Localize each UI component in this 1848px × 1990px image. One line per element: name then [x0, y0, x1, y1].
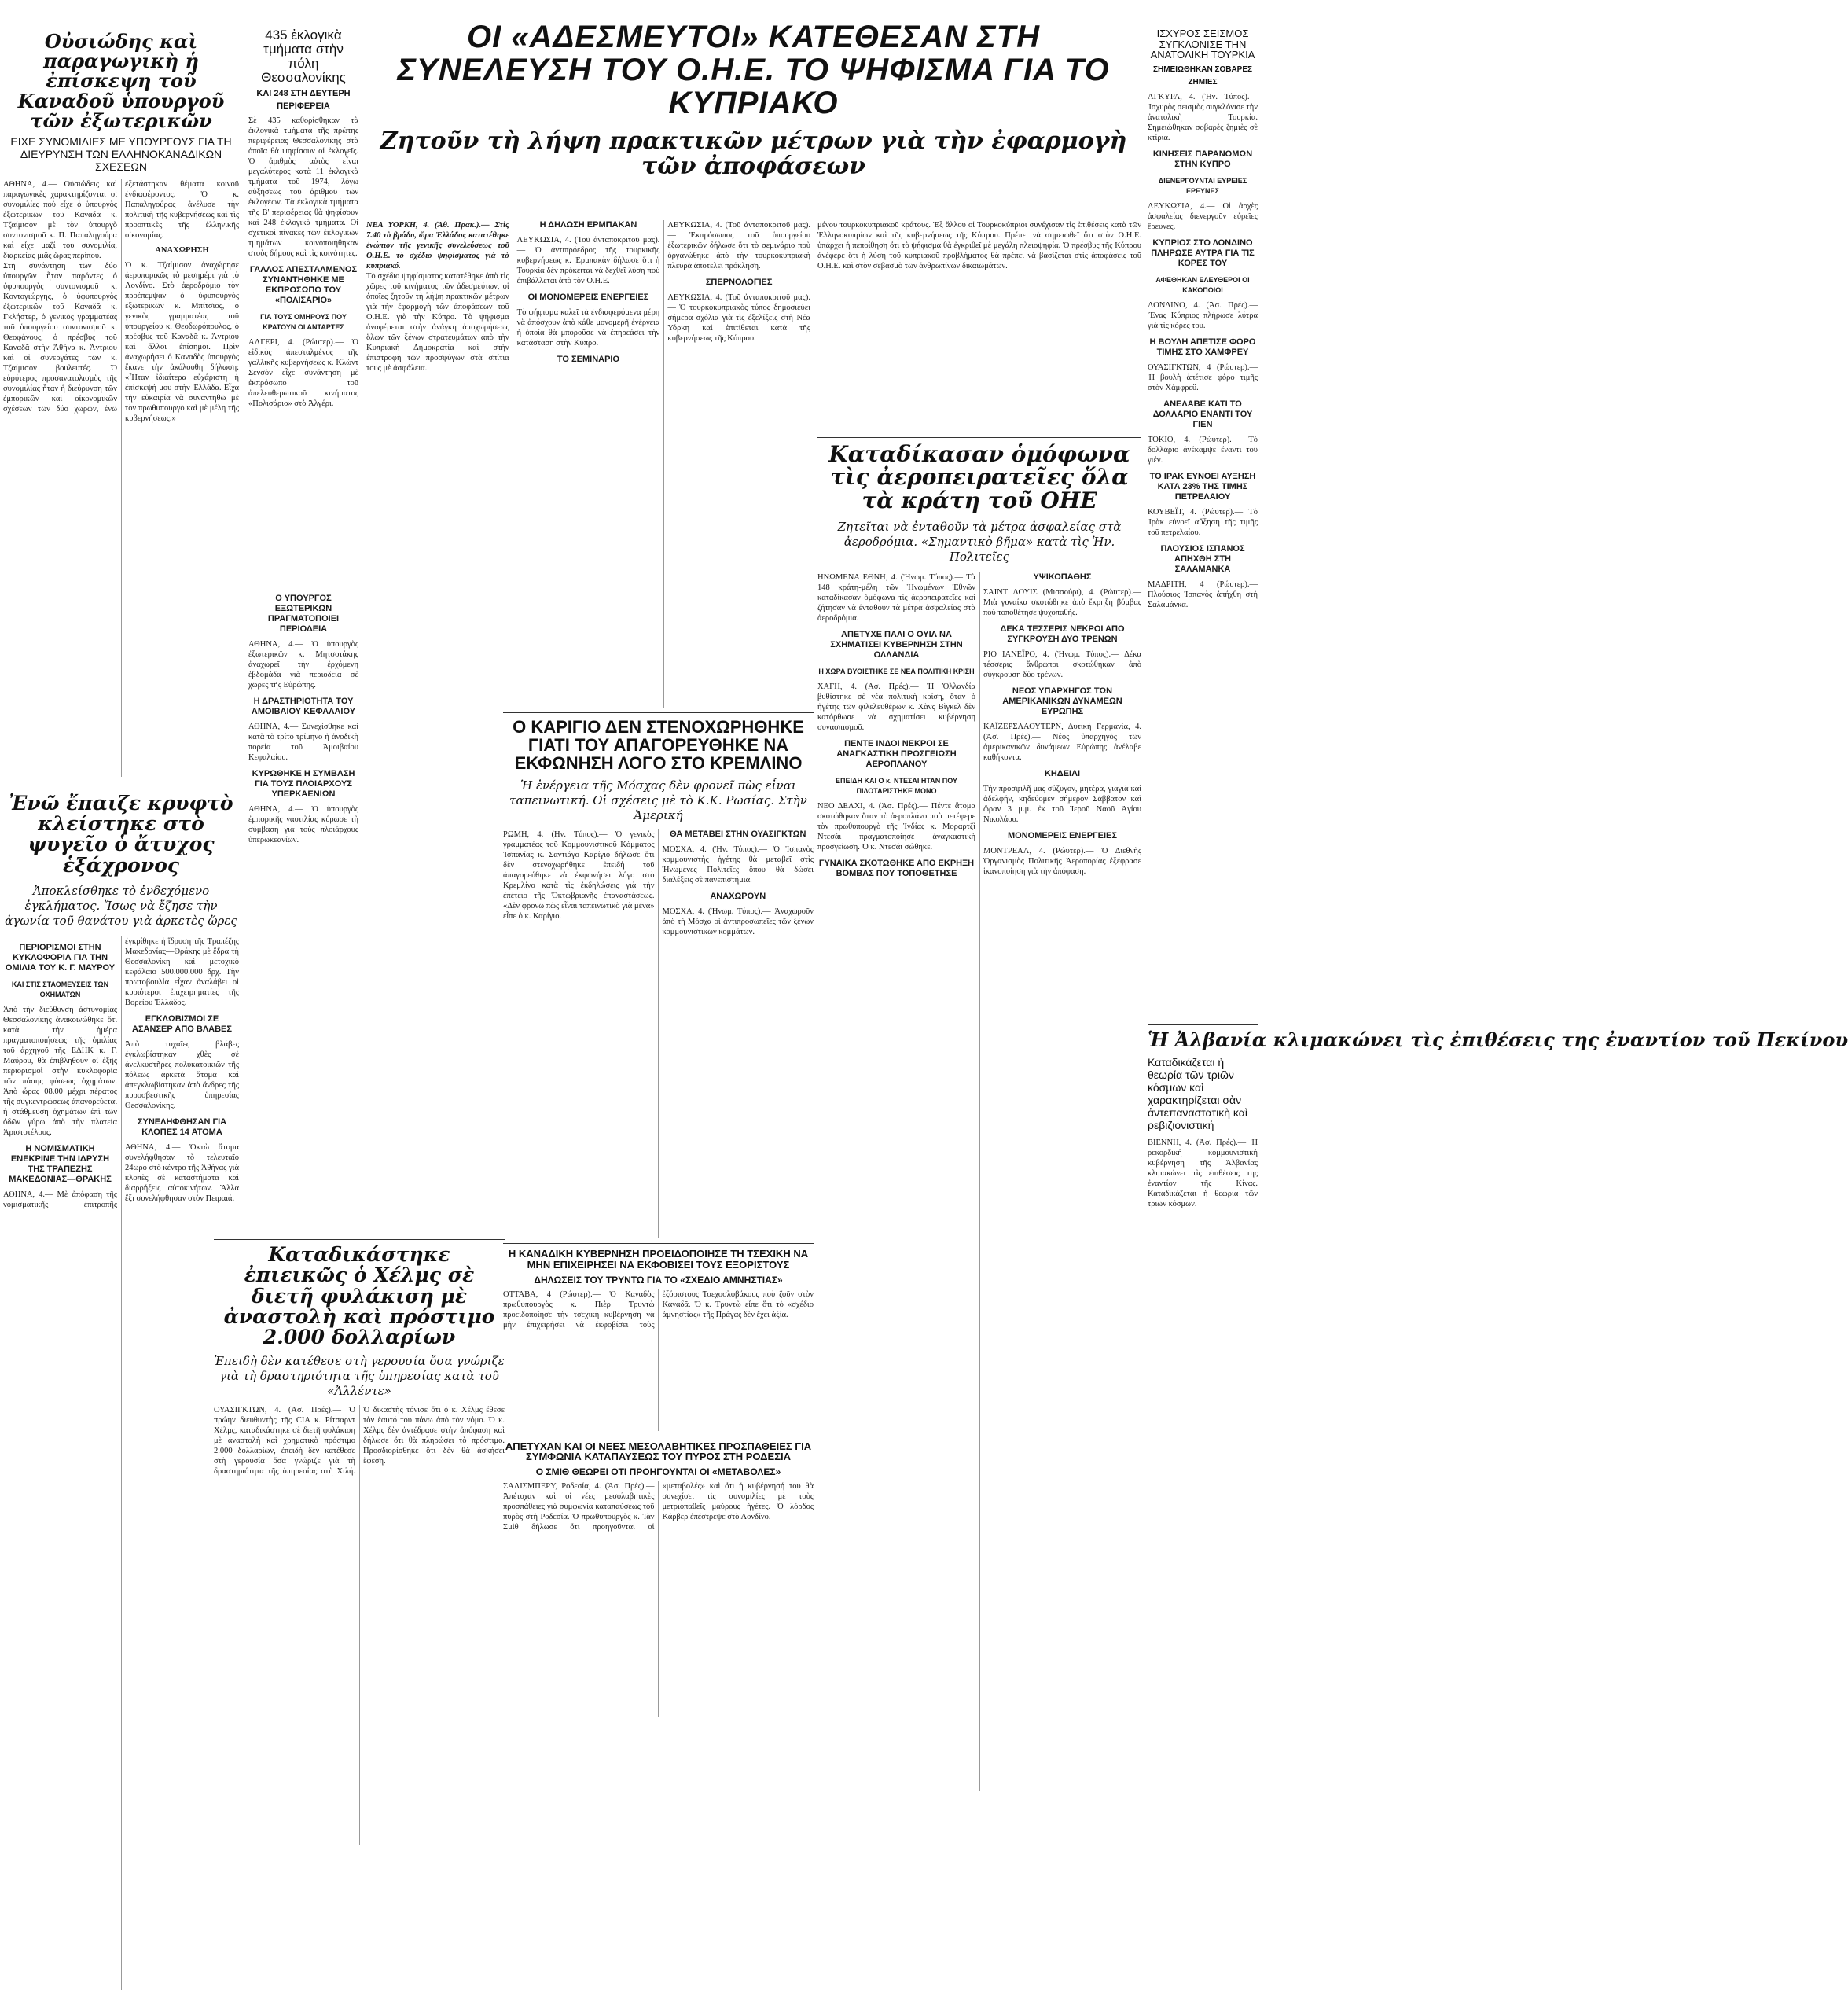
headline-helms: Καταδικάστηκε ἐπιεικῶς ὁ Χέλμς σὲ διετῆ φυλάκιση μὲ ἀναστολὴ καὶ πρόστιμο 2.000 δολλαρίων	[223, 1243, 495, 1348]
divider	[1148, 1024, 1258, 1025]
article-hijacking	[817, 572, 1141, 1791]
divider	[503, 1243, 814, 1244]
box-dollar-yen: ΑΝΕΛΑΒΕ ΚΑΤΙ ΤΟ ΔΟΛΛΑΡΙΟ ΕΝΑΝΤΙ ΤΟΥ ΓΙΕΝ	[1152, 399, 1253, 429]
article-body: ΑΘΗΝΑ, 4.— Ὀκτὼ ἄτομα συνελήφθησαν τὸ τελευταῖο 24ωρο στὸ κέντρο τῆς Ἀθήνας γιὰ κλοπὲς σὲ καταστήματα καὶ διαρρήξεις αὐτοκινήτων. Ἄλλα ἕξι συνελήφθησαν στὸν Πειραιά.	[125, 1142, 239, 1203]
divider	[503, 712, 814, 713]
box-unilateral: ΟΙ ΜΟΝΟΜΕΡΕΙΣ ΕΝΕΡΓΕΙΕΣ	[527, 292, 649, 302]
column-right	[1148, 0, 1848, 1809]
subheadline-cyprus: Ζητοῦν τὴ λήψη πρακτικῶν μέτρων γιὰ τὴν ἐφαρμογὴ τῶν ἀποφάσεων	[380, 127, 1127, 180]
article-body: ΜΑΔΡΙΤΗ, 4 (Ρώυτερ).— Πλούσιος Ἱσπανὸς ἀπήχθη στὴ Σαλαμάνκα.	[1148, 579, 1258, 609]
headline-cyprus: ΟΙ «ΑΔΕΣΜΕΥΤΟΙ» ΚΑΤΕΘΕΣΑΝ ΣΤΗ ΣΥΝΕΛΕΥΣΗ ΤΟΥ Ο.Η.Ε. ΤΟ ΨΗΦΙΣΜΑ ΓΙΑ ΤΟ ΚΥΠΡΙΑΚΟ	[397, 20, 1110, 120]
article-carrillo	[503, 829, 814, 1238]
headline-canada-czech: Η ΚΑΝΑΔΙΚΗ ΚΥΒΕΡΝΗΣΗ ΠΡΟΕΙΔΟΠΟΙΗΣΕ ΤΗ ΤΣΕΧΙΚΗ ΝΑ ΜΗΝ ΕΠΙΧΕΙΡΗΣΕΙ ΝΑ ΕΚΦΟΒΙΣΕΙ ΤΟΥΣ ΕΞΟΡΙΣΤΟΥΣ	[508, 1248, 809, 1271]
headline-polling: 435 ἐκλογικὰ τμήματα στὴν πόλη Θεσσαλονίκης	[261, 28, 346, 85]
headline-fridge: Ἐνῶ ἔπαιζε κρυφτὸ κλείστηκε στὸ ψυγεῖο ὁ ἄτυχος ἑξάχρονος	[9, 791, 233, 877]
box-mutual-fund: Η ΔΡΑΣΤΗΡΙΟΤΗΤΑ ΤΟΥ ΑΜΟΙΒΑΙΟΥ ΚΕΦΑΛΑΙΟΥ	[251, 697, 356, 717]
article-body: ΧΑΓΗ, 4. (Ἀσ. Πρές).— Ἡ Ὁλλανδία βυθίστηκε σὲ νέα πολιτικὴ κρίση, ὅταν ὁ ἡγέτης τῶν φιλελευθέρων κ. Χὰνς Βὶγκελ δὲν κατόρθωσε νὰ σχηματίσει κυβέρνηση συνασπισμοῦ.	[817, 682, 975, 733]
article-body: ΝΕΟ ΔΕΛΧΙ, 4. (Ἀσ. Πρές).— Πέντε ἄτομα σκοτώθηκαν ὅταν τὸ ἀεροπλάνο ποὺ μετέφερε τὸν πρωθυπουργὸ τῆς Ἰνδίας κ. Μοραρτζὶ Ντεσάι πραγματοποίησε ἀναγκαστικὴ προσγείωση. Ὁ κ. Ντεσάι σώθηκε.	[817, 802, 975, 852]
subheadline-albania: Καταδικάζεται ἡ θεωρία τῶν τριῶν κόσμων καὶ χαρακτηρίζεται σὰν ἀντεπαναστατικὴ καὶ ρεβιζιονιστική	[1148, 1056, 1247, 1132]
article-dateline: ΝΕΑ ΥΟΡΚΗ, 4. (Ἀθ. Πρακ.).— Στὶς 7.40 τὸ βράδυ, ὥρα Ἑλλάδος κατατέθηκε ἐνώπιον τῆς γενικῆς συνελεύσεως τοῦ Ο.Η.Ε. τὸ σχέδιο ψηφίσματος γιὰ τὸ κυπριακό.	[366, 221, 509, 270]
subheadline-carrillo: Ἡ ἐνέργεια τῆς Μόσχας δὲν φρονεῖ πὼς εἶναι ταπεινωτική. Οἱ σχέσεις μὲ τὸ Κ.Κ. Ρωσίας. Στὴν Ἀμερική	[509, 778, 807, 823]
box-spernologies: ΣΠΕΡΝΟΛΟΓΙΕΣ	[705, 278, 773, 287]
column-center-right	[817, 220, 1141, 1809]
article-column2-mid	[248, 594, 358, 1097]
article-body: ΑΘΗΝΑ, 4.— Μὲ ἀπόφαση τῆς νομισματικῆς ἐπιτροπῆς ἐγκρίθηκε ἡ ἵδρυση τῆς Τραπέζης Μακεδονίας—Θράκης μὲ ἕδρα τὴ Θεσσαλονίκη καὶ μετοχικὸ κεφάλαιο 500.000.000 δρχ. Τὴν πρωτοβουλία εἶχαν ἀναλάβει οἱ κυριότεροι ἐπιχειρηματίες τῆς Βορείου Ἑλλάδος.	[3, 936, 239, 1209]
box-iraq-oil: ΤΟ ΙΡΑΚ ΕΥΝΟΕΙ ΑΥΞΗΣΗ ΚΑΤΑ 23% ΤΗΣ ΤΙΜΗΣ ΠΕΤΡΕΛΑΙΟΥ	[1149, 471, 1256, 502]
article-lead: ΑΘΗΝΑ, 4.— Οὐσιώδεις καὶ παραγωγικὲς χαρακτηρίζονται οἱ συνομιλίες ποὺ εἶχε ὁ ὑπουργὸς ἐξωτερικῶν τοῦ Καναδᾶ κ. Τζαίμισον μὲ τὸν ὑπουργὸ συντονισμοῦ κ. Π. Παπαληγούρα καὶ εἶχε μαζί του συνομιλία, διαρκείας μιᾶς ὥρας περίπου.	[3, 179, 117, 260]
box-captains: ΚΥΡΩΘΗΚΕ Η ΣΥΜΒΑΣΗ ΓΙΑ ΤΟΥΣ ΠΛΟΙΑΡΧΟΥΣ ΥΠΕΡΚΑΕΝΙΩΝ	[252, 769, 355, 800]
box-departing: ΑΝΑΧΩΡΟΥΝ	[710, 892, 766, 902]
article-cyprus	[366, 220, 810, 708]
headline-carrillo: Ο ΚΑΡΙΓΙΟ ΔΕΝ ΣΤΕΝΟΧΩΡΗΘΗΚΕ ΓΙΑΤΙ ΤΟΥ ΑΠΑΓΟΡΕΥΘΗΚΕ ΝΑ ΕΚΦΩΝΗΣΗ ΛΟΓΟ ΣΤΟ ΚΡΕΜΛΙΝΟ	[513, 717, 804, 774]
subheadline-helms: Ἐπειδὴ δὲν κατέθεσε στὴ γερουσία ὅσα γνώριζε γιὰ τὴ δραστηριότητα τῆς ὑπηρεσίας κατὰ τοῦ «Ἀλλέντε»	[214, 1354, 505, 1399]
divider	[214, 1239, 505, 1240]
article-body: Τὸ σχέδιο ψηφίσματος κατατέθηκε ἀπὸ τὶς χῶρες τοῦ κινήματος τῶν ἀδεσμεύτων, οἱ ὁποῖες ζητοῦν τὴ λήψη πρακτικῶν μέτρων γιὰ τὴν ἐφαρμογὴ τῶν ἀποφάσεων τοῦ Ο.Η.Ε. γιὰ τὴν Κύπρο. Τὸ ψήφισμα ἀναφέρεται στὴν ἀνάγκη ἀποχωρήσεως ὅλων τῶν ξένων στρατευμάτων ἀπὸ τὴν Κυπριακὴ Δημοκρατία καὶ στὴν ἐπιστροφὴ τῶν προσφύγων στὰ σπίτια τους μὲ ἀσφάλεια.	[366, 272, 509, 373]
box-unilateral-2: ΜΟΝΟΜΕΡΕΙΣ ΕΝΕΡΓΕΙΕΣ	[1007, 831, 1117, 841]
article-body: ΜΟΝΤΡΕΑΛ, 4. (Ρώυτερ).— Ὁ Διεθνὴς Ὀργανισμὸς Πολιτικῆς Ἀεροπορίας ἐξέφρασε ἱκανοποίηση γιὰ τὴν ἀπόφαση.	[983, 847, 1141, 877]
box-polisario: ΓΑΛΛΟΣ ΑΠΕΣΤΑΛΜΕΝΟΣ ΣΥΝΑΝΤΗΘΗΚΕ ΜΕ ΕΚΠΡΟΣΩΠΟ ΤΟΥ «ΠΟΛΙΣΑΡΙΟ»	[249, 265, 358, 306]
article-polling	[248, 116, 358, 587]
box-london-cypriot-sub: ΑΦΕΘΗΚΑΝ ΕΛΕΥΘΕΡΟΙ ΟΙ ΚΑΚΟΠΟΙΟΙ	[1155, 275, 1250, 294]
article-body: ΛΕΥΚΩΣΙΑ, 4. (Τοῦ ἀνταποκριτοῦ μας).— Ὁ ἀντιπρόεδρος τῆς τουρκικῆς κυβερνήσεως κ. Ἐρμπακὰν δήλωσε ὅτι ἡ Τουρκία δὲν πρόκειται νὰ δεχθεῖ λύση ποὺ ἐπιβάλλεται ἀπὸ τὸν Ο.Η.Ε.	[516, 236, 660, 285]
article-body: Ὁ κ. Τζαίμισον ἀναχώρησε ἀεροπορικῶς τὸ μεσημέρι γιὰ τὸ Λονδίνο. Στὸ ἀεροδρόμιο τὸν προέπεμψαν ὁ ὑφυπουργὸς ἐξωτερικῶν κ. Μπίτσιος, ὁ γενικὸς γραμματέας τοῦ ὑπουργείου κ. Θεοδωρόπουλος, ὁ πρέσβυς τοῦ Καναδᾶ κ. Ἀντριου καὶ ἄλλοι ἐπίσημοι. Πρὶν ἀναχωρήσει ὁ Καναδὸς ὑπουργὸς ἔκανε τὴν ἀκόλουθη δήλωση: «Ἦταν ἰδιαίτερα εὐχάριστη ἡ ἐπίσκεψή μου στὴν Ἑλλάδα. Εἶχα τὴν εὐκαιρία νὰ συναντηθῶ μὲ τὸν πρωθυπουργὸ καὶ μὲ μέλη τῆς κυβερνήσεως.»	[125, 260, 239, 423]
subheadline-canada-czech: ΔΗΛΩΣΕΙΣ ΤΟΥ ΤΡΥΝΤΩ ΓΙΑ ΤΟ «ΣΧΕΔΙΟ ΑΜΝΗΣΤΙΑΣ»	[534, 1274, 783, 1286]
article-canada-czech	[503, 1289, 814, 1431]
article-body: ΤΟΚΙΟ, 4. (Ρώυτερ).— Τὸ δολλάριο ἀνέκαμψε ἔναντι τοῦ γιέν.	[1148, 435, 1258, 465]
article-body: ΚΑΪΖΕΡΣΛΑΟΥΤΕΡΝ, Δυτικὴ Γερμανία, 4. (Ἀσ. Πρές).— Νέος ὑπαρχηγὸς τῶν ἀμερικανικῶν δυνάμεων Εὐρώπης ἀνέλαβε καθήκοντα.	[983, 723, 1141, 763]
headline-earthquake: ΙΣΧΥΡΟΣ ΣΕΙΣΜΟΣ ΣΥΓΚΛΟΝΙΣΕ ΤΗΝ ΑΝΑΤΟΛΙΚΗ ΤΟΥΡΚΙΑ	[1150, 28, 1255, 61]
headline-hijacking: Καταδίκασαν ὁμόφωνα τὶς ἀεροπειρατεῖες ὅλα τὰ κράτη τοῦ ΟΗΕ	[828, 441, 1130, 513]
article-body: ΗΝΩΜΕΝΑ ΕΘΝΗ, 4. (Ἡνωμ. Τύπος).— Τὰ 148 κράτη-μέλη τῶν Ἡνωμένων Ἐθνῶν καταδίκασαν ὁμόφωνα τὶς ἀεροπειρατεῖες καὶ ζήτησαν νὰ ἐνταθοῦν τὰ μέτρα ἀσφαλείας στὰ ἀεροδρόμια.	[817, 573, 975, 623]
box-trains: ΔΕΚΑ ΤΕΣΣΕΡΙΣ ΝΕΚΡΟΙ ΑΠΟ ΣΥΓΚΡΟΥΣΗ ΔΥΟ ΤΡΕΝΩΝ	[1000, 624, 1125, 645]
article-body: ΑΘΗΝΑ, 4.— Ὁ ὑπουργὸς ἐμπορικῆς ναυτιλίας κύρωσε τὴ σύμβαση γιὰ τοὺς πλοιάρχους ὑπερωκεανίων.	[248, 805, 358, 845]
box-bank: Η ΝΟΜΙΣΜΑΤΙΚΗ ΕΝΕΚΡΙΝΕ ΤΗΝ ΙΔΡΥΣΗ ΤΗΣ ΤΡΑΠΕΖΗΣ ΜΑΚΕΔΟΝΙΑΣ—ΘΡΑΚΗΣ	[9, 1143, 112, 1184]
article-body: ΣΑΙΝΤ ΛΟΥΙΣ (Μισσούρι), 4. (Ρώυτερ).— Μιὰ γυναίκα σκοτώθηκε ἀπὸ ἔκρηξη βόμβας ποὺ τοποθέτησε ψυχοπαθής.	[983, 588, 1141, 618]
box-fm-tour: Ο ΥΠΟΥΡΓΟΣ ΕΞΩΤΕΡΙΚΩΝ ΠΡΑΓΜΑΤΟΠΟΙΕΙ ΠΕΡΙΟΔΕΙΑ	[267, 594, 340, 635]
article-body: Τὴν προσφιλῆ μας σύζυγον, μητέρα, γιαγιὰ καὶ ἀδελφήν, κηδεύομεν σήμερον Σάββατον καὶ ὥραν 3 μ.μ. ἐκ τοῦ Ἱεροῦ Ναοῦ Ἁγίου Νικολάου.	[983, 785, 1141, 825]
article-helms	[214, 1234, 505, 1809]
article-cyprus-body	[366, 220, 810, 708]
box-thefts: ΣΥΝΕΛΗΦΘΗΣΑΝ ΓΙΑ ΚΛΟΠΕΣ 14 ΑΤΟΜΑ	[137, 1116, 227, 1137]
subheadline-earthquake: ΣΗΜΕΙΩΘΗΚΑΝ ΣΟΒΑΡΕΣ ΖΗΜΙΕΣ	[1152, 64, 1253, 86]
subheadline-canada-fm: ΕΙΧΕ ΣΥΝΟΜΙΛΙΕΣ ΜΕ ΥΠΟΥΡΓΟΥΣ ΓΙΑ ΤΗ ΔΙΕΥΡΥΝΣΗ ΤΩΝ ΕΛΛΗΝΟΚΑΝΑΔΙΚΩΝ ΣΧΕΣΕΩΝ	[10, 134, 232, 173]
article-body: ΑΛΓΕΡΙ, 4. (Ρώυτερ).— Ὁ εἰδικὸς ἀπεσταλμένος τῆς γαλλικῆς κυβερνήσεως κ. Κλὼντ Σενσὸν εἶχε συνάντηση μὲ ἐκπρόσωπο τοῦ ἀπελευθερωτικοῦ κινήματος «Πολισάριο» στὸ Ἀλγέρι.	[248, 338, 358, 409]
box-humphrey: Η ΒΟΥΛΗ ΑΠΕΤΙΣΕ ΦΟΡΟ ΤΙΜΗΣ ΣΤΟ ΧΑΜΦΡΕΥ	[1149, 337, 1256, 357]
headline-rhodesia: ΑΠΕΤΥΧΑΝ ΚΑΙ ΟΙ ΝΕΕΣ ΜΕΣΟΛΑΒΗΤΙΚΕΣ ΠΡΟΣΠΑΘΕΙΕΣ ΓΙΑ ΣΥΜΦΩΝΙΑ ΚΑΤΑΠΑΥΣΕΩΣ ΤΟΥ ΠΥΡΟΣ ΣΤΗ ΡΟΔΕΣΙΑ	[505, 1440, 812, 1463]
article-cyprus-cont	[817, 220, 1141, 432]
box-polisario-sub: ΓΙΑ ΤΟΥΣ ΟΜΗΡΟΥΣ ΠΟΥ ΚΡΑΤΟΥΝ ΟΙ ΑΝΤΑΡΤΕΣ	[260, 313, 347, 332]
article-body: ΑΘΗΝΑ, 4.— Συνεχίσθηκε καὶ κατὰ τὸ τρίτο τρίμηνο ἡ ἀνοδικὴ πορεία τοῦ Ἀμοιβαίου Κεφαλαίου.	[248, 723, 358, 763]
subheadline-polling: ΚΑΙ 248 ΣΤΗ ΔΕΥΤΕΡΗ ΠΕΡΙΦΕΡΕΙΑ	[256, 89, 351, 112]
article-body: Τὸ ψήφισμα καλεῖ τὰ ἐνδιαφερόμενα μέρη νὰ ἀπόσχουν ἀπὸ κάθε μονομερῆ ἐνέργεια ἡ ὁποία θὰ μποροῦσε νὰ ἐπηρεάσει τὴν κατάσταση στὴν Κύπρο.	[516, 308, 660, 348]
box-holland-sub: Η ΧΩΡΑ ΒΥΘΙΣΤΗΚΕ ΣΕ ΝΕΑ ΠΟΛΙΤΙΚΗ ΚΡΙΣΗ	[818, 668, 975, 676]
article-body: ΟΥΑΣΙΓΚΤΩΝ, 4. (Ἀσ. Πρές).— Ὁ πρώην διευθυντὴς τῆς CIA κ. Ρίτσαρντ Χέλμς, καταδικάστηκε σὲ διετῆ φυλάκιση μὲ ἀναστολὴ καὶ χρηματικὸ πρόστιμο 2.000 δολλαρίων, ἐπειδὴ δὲν κατέθεσε στὴ γερουσία ὅσα γνώριζε γιὰ τὴ δραστηριότητα τῆς ὑπηρεσίας στὴ Χιλή. Ὁ δικαστὴς τόνισε ὅτι ὁ κ. Χέλμς ἔθεσε τὸν ἑαυτό του πάνω ἀπὸ τὸν νόμο. Ὁ κ. Χέλμς δὲν ἀντέδρασε στὴν ἀπόφαση καὶ δήλωσε ὅτι θὰ πληρώσει τὸ πρόστιμο. Προσδιορίσθηκε ὅτι δὲν θὰ ἀσκήσει ἔφεση.	[214, 1406, 505, 1477]
article-body: ΑΘΗΝΑ, 4.— Ὁ ὑπουργὸς ἐξωτερικῶν κ. Μητσοτάκης ἀναχωρεῖ τὴν ἐρχόμενη ἑβδομάδα γιὰ περιοδεία σὲ χῶρες τῆς Εὐρώπης.	[248, 640, 358, 690]
article-body: ΜΟΣΧΑ, 4. (Ἡν. Τύπος).— Ὁ Ἰσπανὸς κομμουνιστὴς ἡγέτης θὰ μεταβεῖ στὶς Ἡνωμένες Πολιτεῖες ὅπου θὰ δώσει διαλέξεις σὲ πανεπιστήμια.	[662, 845, 814, 885]
box-funerals: ΚΗΔΕΙΑΙ	[1044, 769, 1081, 779]
box-indians-sub: ΕΠΕΙΔΗ ΚΑΙ Ο κ. ΝΤΕΣΑΙ ΗΤΑΝ ΠΟΥ ΠΙΛΟΤΑΡΙΣΤΗΚΕ ΜΟΝΟ	[836, 777, 957, 796]
article-body: Ἀπὸ τυχαῖες βλάβες ἐγκλωβίστηκαν χθὲς σὲ ἀνελκυστῆρες πολυκατοικιῶν τῆς πόλεως ἀρκετὰ ἄτομα καὶ ἀπεγκλωβίστηκαν ἀπὸ ἄνδρες τῆς πυροσβεστικῆς ὑπηρεσίας Θεσσαλονίκης.	[125, 1039, 239, 1110]
article-body: ΣΑΛΙΣΜΠΕΡΥ, Ροδεσία, 4. (Ἀσ. Πρές).— Ἀπέτυχαν καὶ οἱ νέες μεσολαβητικὲς προσπάθειες γιὰ συμφωνία καταπαύσεως τοῦ πυρὸς στὴ Ροδεσία. Ὁ πρωθυπουργὸς κ. Ἰὰν Σμὶθ δήλωσε ὅτι προηγοῦνται οἱ «μεταβολές» καὶ ὅτι ἡ κυβέρνησή του θὰ συνεχίσει τὶς συνομιλίες μὲ τοὺς μετριοπαθεῖς μαύρους ἡγέτες. Ὁ λόρδος Κάρβερ ἐπέστρεψε στὸ Λονδίνο.	[503, 1481, 814, 1532]
box-indians: ΠΕΝΤΕ ΙΝΔΟΙ ΝΕΚΡΟΙ ΣΕ ΑΝΑΓΚΑΣΤΙΚΗ ΠΡΟΣΓΕΙΩΣΗ ΑΕΡΟΠΛΑΝΟΥ	[836, 739, 957, 770]
article-body: ΛΕΥΚΩΣΙΑ, 4. (Τοῦ ἀνταποκριτοῦ μας).— Ἐκπρόσωπος τοῦ ὑπουργείου ἐξωτερικῶν δήλωσε ὅτι τὸ σεμινάριο ποὺ ὀργανώθηκε ἀπὸ τὴν τουρκοκυπριακὴ πλευρὰ ἀποτελεῖ πρόκληση.	[667, 221, 810, 270]
box-bomb: ΓΥΝΑΙΚΑ ΣΚΟΤΩΘΗΚΕ ΑΠΟ ΕΚΡΗΞΗ ΒΟΜΒΑΣ ΠΟΥ ΤΟΠΟΘΕΤΗΣΕ ΥΨΙΚΟΠΑΘΗΣ	[818, 572, 1092, 879]
article-fridge	[3, 936, 239, 1990]
article-body: ΛΟΝΔΙΝΟ, 4. (Ἀσ. Πρές).— Ἕνας Κύπριος πλήρωσε λύτρα γιὰ τὶς κόρες του.	[1148, 300, 1258, 330]
article-canada-fm	[3, 179, 239, 777]
box-nato: ΝΕΟΣ ΥΠΑΡΧΗΓΟΣ ΤΩΝ ΑΜΕΡΙΚΑΝΙΚΩΝ ΔΥΝΑΜΕΩΝ ΕΥΡΩΠΗΣ	[1002, 686, 1122, 717]
box-holland: ΑΠΕΤΥΧΕ ΠΑΛΙ Ο ΟΥΙΛ ΝΑ ΣΧΗΜΑΤΙΣΕΙ ΚΥΒΕΡΝΗΣΗ ΣΤΗΝ ΟΛΛΑΝΔΙΑ	[830, 630, 963, 660]
column-middle	[503, 708, 814, 1809]
box-london-cypriot: ΚΥΠΡΙΟΣ ΣΤΟ ΛΟΝΔΙΝΟ ΠΛΗΡΩΣΕ ΑΥΤΡΑ ΓΙΑ ΤΙΣ ΚΟΡΕΣ ΤΟΥ	[1151, 237, 1255, 268]
subheadline-fridge: Ἀποκλείσθηκε τὸ ἐνδεχόμενο ἐγκλήματος. Ἴσως νὰ ἔζησε τὴν ἀγωνία τοῦ θανάτου γιὰ ἀρκετὲς ὥρες	[5, 883, 237, 928]
box-erbakan: Η ΔΗΛΩΣΗ ΕΡΜΠΑΚΑΝ	[539, 220, 637, 230]
column-left	[3, 0, 239, 1809]
article-body: ΡΙΟ ΙΑΝΕΪΡΟ, 4. (Ἡνωμ. Τύπος).— Δέκα τέσσερις ἄνθρωποι σκοτώθηκαν ἀπὸ σύγκρουση δύο τρένων.	[983, 650, 1141, 680]
box-seminar: ΤΟ ΣΕΜΙΝΑΡΙΟ	[557, 355, 620, 364]
article-body: ΟΥΑΣΙΓΚΤΩΝ, 4 (Ρώυτερ).— Ἡ βουλὴ ἀπέτισε φόρο τιμῆς στὸν Χάμφρεϋ.	[1148, 362, 1258, 392]
section-anaxorisi: ΑΝΑΧΩΡΗΣΗ	[155, 245, 209, 255]
article-right-top	[1148, 92, 1258, 1020]
article-body: μένου τουρκοκυπριακοῦ κράτους. Ἐξ ἄλλου οἱ Τουρκοκύπριοι συνέχισαν τὶς ἐπιθέσεις κατὰ τῶν Ἑλληνοκυπρίων καὶ τῆς κυβερνήσεως τῆς Κύπρου. Πρέπει νὰ σημειωθεῖ ὅτι στὸν Ο.Η.Ε. ὑπάρχει ἡ πεποίθηση ὅτι τὸ ψήφισμα θὰ ἐγκριθεῖ μὲ μεγάλη πλειοψηφία. Ὁ πρέσβυς τῆς Κύπρου ἀνέφερε ὅτι ἡ λύση τοῦ κυπριακοῦ προβλήματος θὰ πρέπει νὰ βασίζεται στὶς ἀποφάσεις τοῦ Ο.Η.Ε. καὶ στὸν σεβασμὸ τῶν ἀνθρωπίνων δικαιωμάτων.	[817, 221, 1141, 270]
subheadline-rhodesia: Ο ΣΜΙΘ ΘΕΩΡΕΙ ΟΤΙ ΠΡΟΗΓΟΥΝΤΑΙ ΟΙ «ΜΕΤΑΒΟΛΕΣ»	[535, 1466, 781, 1477]
divider	[817, 437, 1141, 438]
box-salamanca: ΠΛΟΥΣΙΟΣ ΙΣΠΑΝΟΣ ΑΠΗΧΘΗ ΣΤΗ ΣΑΛΑΜΑΝΚΑ	[1160, 543, 1245, 574]
article-helms-body	[214, 1405, 505, 1845]
headline-albania: Ἡ Ἀλβανία κλιμακώνει τὶς ἐπιθέσεις της ἐναντίον τοῦ Πεκίνου	[1148, 1028, 1848, 1051]
article-body: ΡΩΜΗ, 4. (Ην. Τύπος).— Ὁ γενικὸς γραμματέας τοῦ Κομμουνιστικοῦ Κόμματος Ἱσπανίας κ. Σαντιάγο Καρίγιο δήλωσε ὅτι δὲν στενοχωρήθηκε ἐπειδὴ τοῦ ἀπαγορεύθηκε νὰ ἐκφωνήσει λόγο στὸ Κρεμλίνο κατὰ τὶς ἐκδηλώσεις γιὰ τὴν ἐπέτειο τῆς Ὀκτωβριανῆς ἐπαναστάσεως. «Δὲν φρονῶ πὼς εἶναι ταπεινωτικὸ γιὰ μένα» εἶπε ὁ κ. Καρίγιο.	[503, 830, 655, 921]
article-body: ΜΟΣΧΑ, 4. (Ἡνωμ. Τύπος).— Ἀναχωροῦν ἀπὸ τὴ Μόσχα οἱ ἀντιπροσωπεῖες τῶν ξένων κομμουνιστικῶν κομμάτων.	[662, 907, 814, 937]
box-cyprus-illegal-sub: ΔΙΕΝΕΡΓΟΥΝΤΑΙ ΕΥΡΕΙΕΣ ΕΡΕΥΝΕΣ	[1158, 176, 1247, 195]
article-albania	[1148, 1138, 1258, 1578]
article-body: Σὲ 435 καθορίσθηκαν τὰ ἐκλογικὰ τμήματα τῆς πρώτης περιφέρειας Θεσσαλονίκης στὰ ὁποῖα θὰ ψηφίσουν οἱ ἐκλογεῖς. Ὁ ἀριθμὸς αὐτὸς εἶναι μεγαλύτερος κατὰ 11 ἐκλογικὰ τμήματα τοῦ 1974, λόγω αὐξήσεως τοῦ ἀριθμοῦ τῶν ἐκλογέων. Τὰ ἐκλογικὰ τμήματα τῆς Β' περιφέρειας θὰ ψηφίσουν καὶ 248 ἐκλογικὰ τμήματα. Οἱ σχετικοὶ πίνακες τῶν ἐκλογικῶν τμημάτων κοινοποιήθηκαν στοὺς δήμους καὶ τὶς κοινότητες.	[248, 116, 358, 259]
subheadline-hijacking: Ζητεῖται νὰ ἐνταθοῦν τὰ μέτρα ἀσφαλείας στὰ ἀεροδρόμια. «Σημαντικὸ βῆμα» κατὰ τὶς Ἡν. Πολιτεῖες	[837, 520, 1122, 565]
box-washington: ΘΑ ΜΕΤΑΒΕΙ ΣΤΗΝ ΟΥΑΣΙΓΚΤΩΝ	[670, 829, 806, 840]
box-cyprus-illegal: ΚΙΝΗΣΕΙΣ ΠΑΡΑΝΟΜΩΝ ΣΤΗΝ ΚΥΠΡΟ	[1152, 149, 1253, 169]
box-traffic: ΠΕΡΙΟΡΙΣΜΟΙ ΣΤΗΝ ΚΥΚΛΟΦΟΡΙΑ ΓΙΑ ΤΗΝ ΟΜΙΛΙΑ ΤΟΥ Κ. Γ. ΜΑΥΡΟΥ	[5, 942, 116, 973]
article-body: ΒΙΕΝΝΗ, 4. (Ἀσ. Πρές).— Ἡ ρεκορδική κομμουνιστικὴ κυβέρνηση τῆς Ἀλβανίας κλιμακώνει τὶς ἐπιθέσεις της ἐναντίον τῆς Κίνας. Καταδικάζεται ἡ θεωρία τῶν τριῶν κόσμων.	[1148, 1138, 1258, 1209]
article-body: ΑΓΚΥΡΑ, 4. (Ἡν. Τύπος).— Ἰσχυρὸς σεισμὸς συγκλόνισε τὴν ἀνατολικὴ Τουρκία. Σημειώθηκαν σοβαρὲς ζημιὲς σὲ κτίρια.	[1148, 92, 1258, 142]
headline-canada-fm: Οὐσιώδης καὶ παραγωγικὴ ἡ ἐπίσκεψη τοῦ Καναδοῦ ὑπουργοῦ τῶν ἐξωτερικῶν	[17, 30, 225, 132]
article-body: Στὴ συνάντηση τῶν δύο ὑπουργῶν ἦταν παρόντες ὁ ὑφυπουργὸς συντονισμοῦ κ. Κοντογιώργης, ὁ ὑφυπουργὸς ἐξωτερικῶν τοῦ Καναδᾶ κ. Γκλήστερ, ὁ γενικὸς γραμματέας τοῦ ὑπουργείου συντονισμοῦ κ. Θεοφάνους, ὁ πρέσβυς τοῦ Καναδᾶ στὴν Ἀθήνα κ. Ἀντριου καὶ οἱ συνεργάτες τῶν κ. Τζαίμισον βουλευτές. Ὁ εὐρύτερος προσανατολισμὸς τῆς συνομιλίας ἦταν ἡ διεύρυνση τῶν ἐμπορικῶν καὶ οἰκονομικῶν σχέσεων τῶν δύο χωρῶν, ἐνῶ ἐξετάστηκαν θέματα κοινοῦ ἐνδιαφέροντος. Ὁ κ. Παπαληγούρας ἀνέλυσε τὴν πολιτικὴ τῆς κυβερνήσεως καὶ τὶς προοπτικὲς τῆς ἑλληνικῆς οἰκονομίας.	[3, 179, 239, 414]
article-body: ΛΕΥΚΩΣΙΑ, 4.— Οἱ ἀρχὲς ἀσφαλείας διενεργοῦν εὐρεῖες ἔρευνες.	[1148, 201, 1258, 231]
box-traffic-sub: ΚΑΙ ΣΤΙΣ ΣΤΑΘΜΕΥΣΕΙΣ ΤΩΝ ΟΧΗΜΑΤΩΝ	[11, 980, 109, 999]
article-body: Ἀπὸ τὴν διεύθυνση ἀστυνομίας Θεσσαλονίκης ἀνακοινώθηκε ὅτι κατὰ τὴν ἡμέρα πραγματοποιήσεως τῆς ὁμιλίας τοῦ ἀρχηγοῦ τῆς ΕΔΗΚ κ. Γ. Μαύρου, θὰ ἐπιβληθοῦν οἱ ἑξῆς περιορισμοὶ στὴν κυκλοφορία τῶν πάσης φύσεως ὀχημάτων. Ἀπὸ ὥρας 08.00 μέχρι πέρατος τῆς συγκεντρώσεως ἀπαγορεύεται ἡ στάθμευση ὀχημάτων ἐπὶ τῶν ὁδῶν γύρω ἀπὸ τὴν πλατεία Ἀριστοτέλους.	[3, 1005, 117, 1137]
lead-story-header	[366, 0, 1141, 212]
article-rhodesia	[503, 1481, 814, 1717]
box-elevator: ΕΓΚΛΩΒΙΣΜΟΙ ΣΕ ΑΣΑΝΣΕΡ ΑΠΟ ΒΛΑΒΕΣ	[132, 1013, 232, 1034]
article-body: ΚΟΥΒΕΪΤ, 4. (Ρώυτερ).— Τὸ Ἰρὰκ εὐνοεῖ αὔξηση τῆς τιμῆς τοῦ πετρελαίου.	[1148, 507, 1258, 537]
article-body: ΟΤΤΑΒΑ, 4 (Ρώυτερ).— Ὁ Καναδὸς πρωθυπουργὸς κ. Πιὲρ Τρυντὼ προειδοποίησε τὴν τσεχικὴ κυβέρνηση νὰ μὴν ἐπιχειρήσει νὰ ἐκφοβίσει τοὺς ἐξόριστους Τσεχοσλοβάκους ποὺ ζοῦν στὸν Καναδᾶ. Ὁ κ. Τρυντὼ εἶπε ὅτι τὸ «σχέδιο ἀμνηστίας» τῆς Πράγας δὲν ἔχει ἀξία.	[503, 1289, 814, 1330]
article-body: ΛΕΥΚΩΣΙΑ, 4. (Τοῦ ἀνταποκριτοῦ μας).— Ὁ τουρκοκυπριακὸς τύπος δημοσιεύει σήμερα σχόλια γιὰ τὶς ἐξελίξεις στὴ Νέα Υόρκη καὶ ἐπιτίθεται κατὰ τῆς κυβερνήσεως τῆς Κύπρου.	[667, 293, 810, 343]
